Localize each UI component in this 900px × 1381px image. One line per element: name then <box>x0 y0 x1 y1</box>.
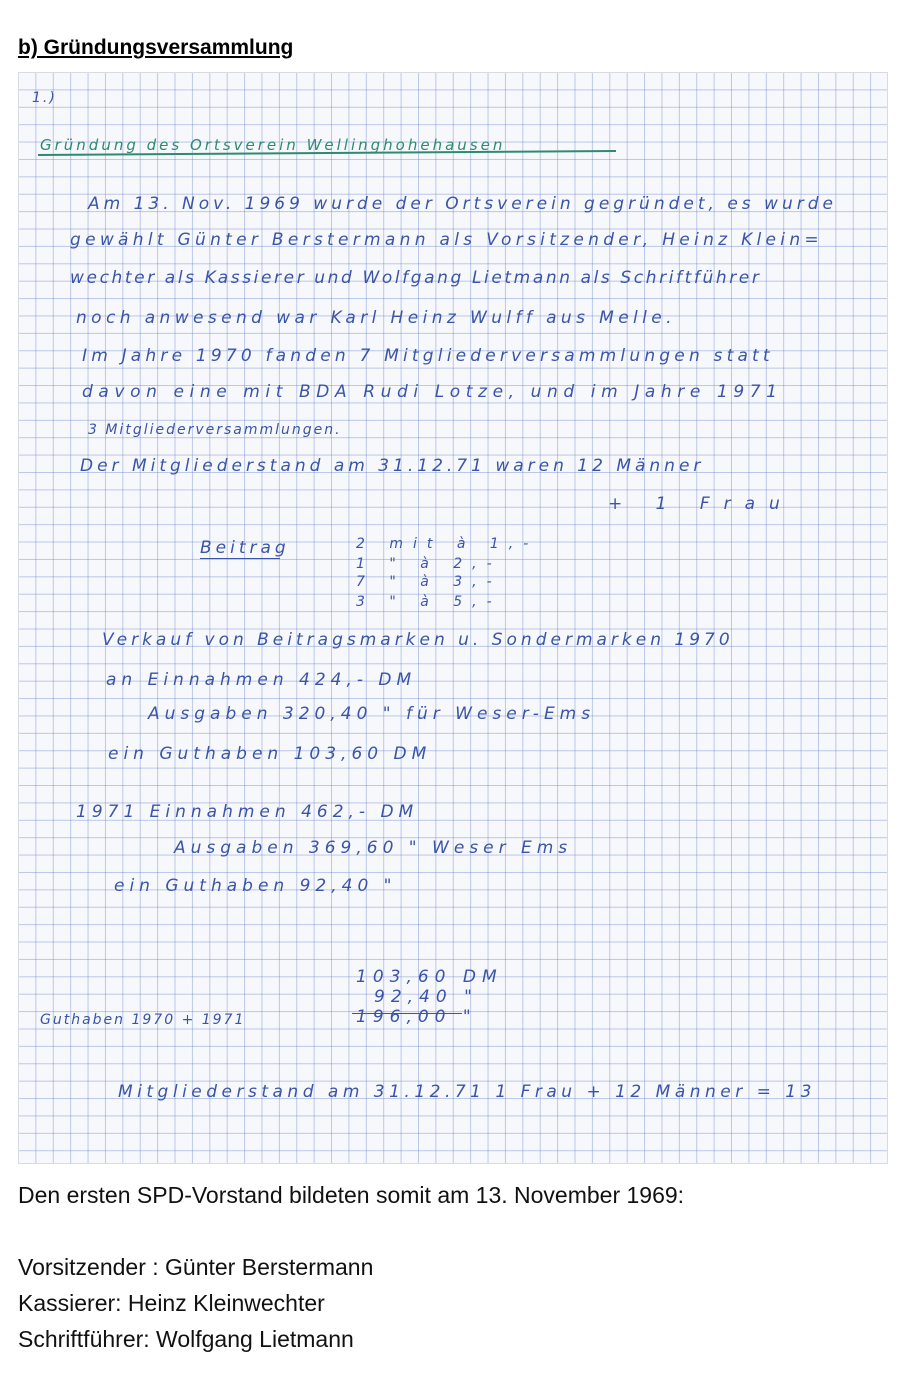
para-line: noch anwesend war Karl Heinz Wulff aus Melle. <box>76 308 676 328</box>
para-line: wechter als Kassierer und Wolfgang Lietmann als Schriftführer <box>70 268 762 288</box>
income-1971: 1971 Einnahmen 462,- DM <box>76 802 419 822</box>
beitrag-label: Beitrag <box>200 538 290 558</box>
para-line: Am 13. Nov. 1969 wurde der Ortsverein gegründet, es wurde <box>88 194 837 214</box>
para-line: gewählt Günter Berstermann als Vorsitzender, Heinz Klein= <box>70 230 823 250</box>
para-line: Der Mitgliederstand am 31.12.71 waren 12 Männer <box>80 456 705 476</box>
para-line: davon eine mit BDA Rudi Lotze, und im Jahre 1971 <box>82 382 783 402</box>
sum-label: Guthaben 1970 + 1971 <box>40 1012 246 1028</box>
expenses-1971: Ausgaben 369,60 " Weser Ems <box>174 838 573 858</box>
member-total: Mitgliederstand am 31.12.71 1 Frau + 12 Männer = 13 <box>118 1082 816 1102</box>
sum-total: 196,00 " <box>356 1007 477 1027</box>
section-heading: b) Gründungsversammlung <box>18 36 294 59</box>
handwritten-scan <box>18 72 888 1164</box>
verkauf-line: Verkauf von Beitragsmarken u. Sondermarken 1970 <box>102 630 734 650</box>
role-treasurer: Kassierer: Heinz Kleinwechter <box>18 1290 325 1316</box>
income-1970: an Einnahmen 424,- DM <box>106 670 417 690</box>
para-line: Im Jahre 1970 fanden 7 Mitgliederversammlungen statt <box>82 346 774 366</box>
sum-line: 92,40 " <box>374 987 478 1007</box>
beitrag-row: 7 " à 3,- <box>356 574 502 590</box>
role-chairman: Vorsitzender : Günter Berstermann <box>18 1254 374 1280</box>
sum-divider <box>352 1013 462 1014</box>
beitrag-row: 3 " à 5,- <box>356 594 502 610</box>
beitrag-row: 1 " à 2,- <box>356 556 502 572</box>
page-number: 1.) <box>32 90 57 106</box>
sum-line: 103,60 DM <box>356 967 503 987</box>
balance-1970: ein Guthaben 103,60 DM <box>108 744 432 764</box>
balance-1971: ein Guthaben 92,40 " <box>114 876 397 896</box>
para-line: 3 Mitgliederversammlungen. <box>88 422 342 438</box>
para-line: + 1 Frau <box>608 494 794 514</box>
expenses-1970: Ausgaben 320,40 " für Weser-Ems <box>148 704 596 724</box>
beitrag-underline <box>200 558 280 559</box>
summary-intro: Den ersten SPD-Vorstand bildeten somit am 13. November 1969: <box>18 1182 685 1208</box>
scan-title: Gründung des Ortsverein Wellinghohehausen <box>40 136 506 154</box>
beitrag-row: 2 mit à 1,- <box>356 536 539 552</box>
role-secretary: Schriftführer: Wolfgang Lietmann <box>18 1326 354 1352</box>
sum-calculation <box>356 967 503 1027</box>
